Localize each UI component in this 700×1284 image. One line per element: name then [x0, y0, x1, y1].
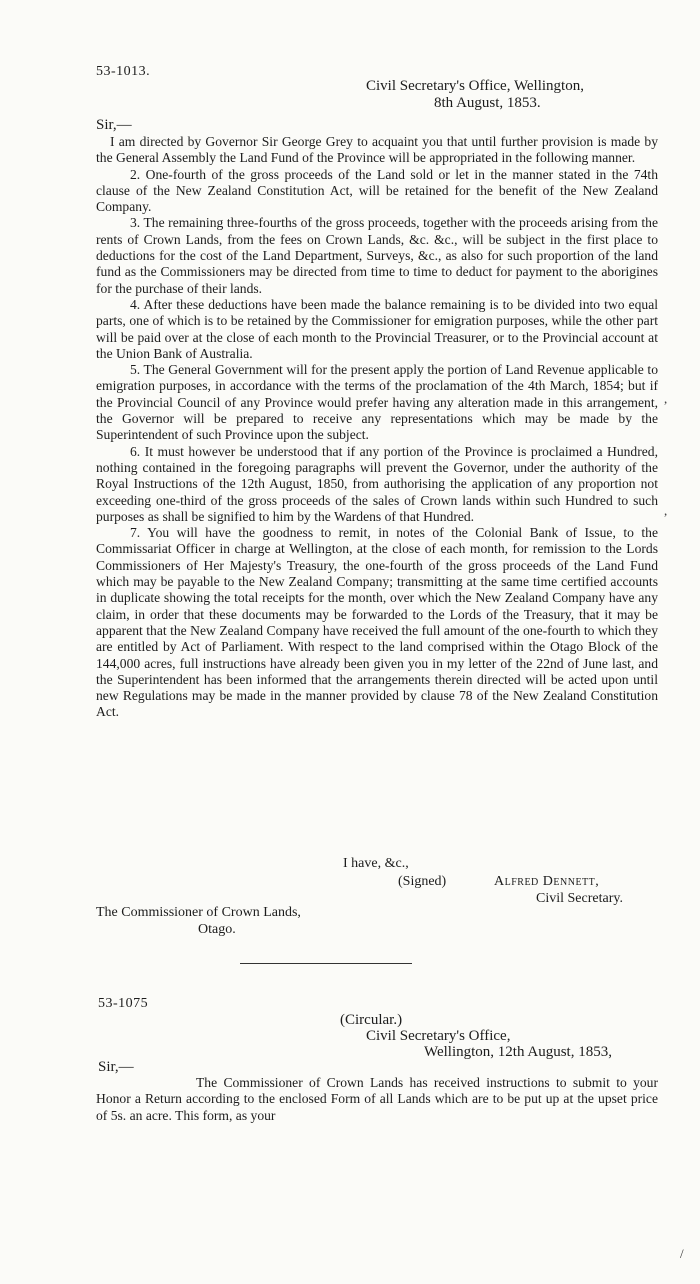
paragraph-3: 3. The remaining three-fourths of the gross proceeds, together with the proceeds arising from the rents of Crown Lands, from the fees on Crown Lands, &c. &c., will be subject in the first place to deductions for the cost of the Land Department, Surveys, &c., as also for such proportion of the land fund as the Commissioners may be directed from time to time to deduct for payment to the aborigines for the purchase of their lands.	[96, 215, 658, 296]
paragraph-7: 7. You will have the goodness to remit, in notes of the Colonial Bank of Issue, to the Commissariat Officer in charge at Wellington, at the close of each month, for remission to the Lords Commissioners of Her Majesty's Treasury, the one-fourth of the gross proceeds of the Land Fund which may be payable to the New Zealand Company; transmitting at the same time certified accounts in duplicate showing the total receipts for the month, over which the New Zealand Company have any claim, in order that these documents may be forwarded to the Lords of the Treasury, that it may be apparent that the New Zealand Company have received the full amount of the one-fourth to which they are entitled by Act of Parliament. With respect to the land comprised within the Otago Block of the 144,000 acres, full instructions have already been given you in my letter of the 22nd of June last, and the Superintendent has been informed that the arrangements therein directed will be acted upon until new Regulations may be made in the manner provided by clause 78 of the New Zealand Constitution Act.	[96, 525, 658, 720]
signatory-name: Alfred Dennett,	[494, 874, 600, 889]
letter-date: 8th August, 1853.	[434, 95, 541, 111]
paragraph-4: 4. After these deductions have been made the balance remaining is to be divided into two equal parts, one of which is to be retained by the Commissioner for emigration purposes, while the other part will be paid over at the close of each month to the Provincial Treasurer, or to the Provincial account at the Union Bank of Australia.	[96, 296, 658, 361]
circular-type: (Circular.)	[340, 1012, 403, 1028]
closing: I have, &c.,	[343, 856, 409, 871]
letter-reference: 53-1013.	[96, 64, 151, 79]
letter-body	[96, 134, 658, 721]
circular-reference: 53-1075	[98, 996, 149, 1011]
paragraph-5: 5. The General Government will for the present apply the portion of Land Revenue applicable to emigration purposes, in accordance with the terms of the proclamation of the 4th March, 1854; but if the Provincial Council of any Province would prefer having any alteration made in this arrangement, the Governor will be prepared to receive any representations which may be made by the Superintendent of such Province upon the subject.	[96, 362, 658, 443]
signed-note: (Signed)	[398, 874, 447, 889]
letter-office: Civil Secretary's Office, Wellington,	[366, 78, 584, 94]
letter-salutation: Sir,—	[96, 117, 132, 133]
paragraph-2: 2. One-fourth of the gross proceeds of the Land sold or let in the manner stated in the 74th clause of the New Zealand Constitution Act, will be retained for the benefit of the New Zealand Company.	[96, 166, 658, 215]
section-divider	[240, 963, 412, 964]
signatory-title: Civil Secretary.	[536, 891, 623, 906]
paragraph-1: I am directed by Governor Sir George Grey to acquaint you that until further provision is made by the General Assembly the Land Fund of the Province will be appropriated in the following manner.	[96, 134, 658, 166]
margin-mark: /	[680, 1246, 684, 1261]
circular-salutation: Sir,—	[98, 1059, 134, 1075]
margin-mark: ,	[664, 503, 668, 518]
addressee: The Commissioner of Crown Lands,	[96, 905, 301, 920]
addressee-place: Otago.	[198, 922, 236, 937]
circular-office: Civil Secretary's Office,	[366, 1028, 511, 1044]
paragraph-6: 6. It must however be understood that if any portion of the Province is proclaimed a Hundred, nothing contained in the foregoing paragraphs will prevent the Governor, under the authority of the Royal Instructions of the 12th August, 1850, from authorising the application of any proportion not exceeding one-third of the gross proceeds of the sales of Crown lands within such Hundred to such purposes as shall be signified to him by the Wardens of that Hundred.	[96, 443, 658, 524]
circular-paragraph: The Commissioner of Crown Lands has received instructions to submit to your Honor a Return according to the enclosed Form of all Lands which are to be put up at the upset price of 5s. an acre. This form, as your	[96, 1075, 658, 1123]
circular-body	[96, 1075, 658, 1124]
margin-mark: ,	[664, 391, 668, 406]
circular-date: Wellington, 12th August, 1853,	[424, 1044, 612, 1060]
